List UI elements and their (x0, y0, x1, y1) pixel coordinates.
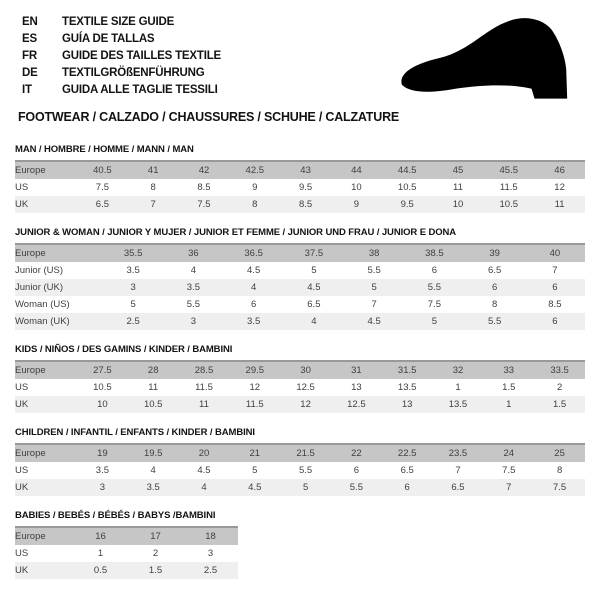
size-value: 29.5 (229, 361, 280, 379)
size-value: 13.5 (433, 396, 484, 413)
size-value: 5 (404, 313, 464, 330)
size-value: 1 (433, 379, 484, 396)
size-table-babies (15, 526, 238, 579)
size-value: 10 (433, 196, 484, 213)
table-title-children: CHILDREN / INFANTIL / ENFANTS / KINDER / BAMBINI (15, 427, 255, 438)
size-value: 11.5 (229, 396, 280, 413)
size-value: 40.5 (77, 161, 128, 179)
table-title-babies: BABIES / BEBÉS / BÉBÉS / BABYS /BAMBINI (15, 510, 216, 521)
size-value: 10 (77, 396, 128, 413)
size-value: 6.5 (382, 462, 433, 479)
table-title-man: MAN / HOMBRE / HOMME / MANN / MAN (15, 144, 194, 155)
size-value: 5 (103, 296, 163, 313)
row-label: Woman (US) (15, 296, 103, 313)
size-table-section-kids (15, 344, 585, 413)
size-value: 25 (534, 444, 585, 462)
table-row-junior-us- (15, 262, 585, 279)
size-value: 8.5 (179, 179, 230, 196)
size-value: 18 (183, 527, 238, 545)
size-value: 6.5 (465, 262, 525, 279)
row-label: Europe (15, 244, 103, 262)
size-value: 9.5 (382, 196, 433, 213)
table-row-uk (15, 196, 585, 213)
size-value: 11 (534, 196, 585, 213)
size-value: 7.5 (534, 479, 585, 496)
size-value: 37.5 (284, 244, 344, 262)
size-value: 9 (331, 196, 382, 213)
size-value: 8 (534, 462, 585, 479)
table-row-europe (15, 161, 585, 179)
size-value: 36.5 (224, 244, 284, 262)
size-value: 7.5 (404, 296, 464, 313)
size-value: 5 (344, 279, 404, 296)
size-value: 10.5 (77, 379, 128, 396)
size-value: 8 (128, 179, 179, 196)
shoe-icon (388, 12, 586, 112)
lang-code: FR (22, 50, 37, 62)
size-value: 1 (73, 545, 128, 562)
lang-code: IT (22, 84, 32, 96)
category-title: FOOTWEAR / CALZADO / CHAUSSURES / SCHUHE / CALZATURE (18, 110, 400, 124)
size-value: 42 (179, 161, 230, 179)
size-value: 6 (404, 262, 464, 279)
lang-text: GUIDE DES TAILLES TEXTILE (62, 50, 221, 62)
row-label: Europe (15, 527, 73, 545)
size-value: 40 (525, 244, 585, 262)
table-row-us (15, 179, 585, 196)
lang-code: DE (22, 67, 38, 79)
size-table-section-junior-woman (15, 227, 585, 330)
size-value: 13.5 (382, 379, 433, 396)
size-value: 6 (525, 313, 585, 330)
row-label: UK (15, 396, 77, 413)
size-table-section-children (15, 427, 585, 496)
table-title-junior-woman: JUNIOR & WOMAN / JUNIOR Y MUJER / JUNIOR ET FEMME / JUNIOR UND FRAU / JUNIOR E DONA (15, 227, 457, 238)
row-label: US (15, 379, 77, 396)
table-row-uk (15, 562, 238, 579)
size-value: 20 (179, 444, 230, 462)
size-value: 10 (331, 179, 382, 196)
size-value: 31.5 (382, 361, 433, 379)
size-value: 33 (483, 361, 534, 379)
size-value: 3.5 (163, 279, 223, 296)
size-value: 33.5 (534, 361, 585, 379)
table-row-europe (15, 527, 238, 545)
size-value: 7 (344, 296, 404, 313)
size-value: 12 (229, 379, 280, 396)
size-value: 41 (128, 161, 179, 179)
size-table-man (15, 160, 585, 213)
size-value: 5.5 (344, 262, 404, 279)
size-value: 42.5 (229, 161, 280, 179)
size-value: 4 (224, 279, 284, 296)
size-value: 10.5 (382, 179, 433, 196)
size-value: 28.5 (179, 361, 230, 379)
size-value: 6.5 (284, 296, 344, 313)
lang-text: TEXTILGRÖßENFÜHRUNG (62, 67, 205, 79)
size-value: 8.5 (280, 196, 331, 213)
size-value: 8 (465, 296, 525, 313)
size-value: 3.5 (103, 262, 163, 279)
size-value: 11 (128, 379, 179, 396)
size-value: 7.5 (77, 179, 128, 196)
size-value: 1.5 (483, 379, 534, 396)
size-value: 1.5 (128, 562, 183, 579)
size-value: 19 (77, 444, 128, 462)
size-value: 13 (331, 379, 382, 396)
size-value: 22.5 (382, 444, 433, 462)
lang-text: GUÍA DE TALLAS (62, 33, 155, 45)
size-value: 3.5 (128, 479, 179, 496)
size-value: 1.5 (534, 396, 585, 413)
size-table-section-babies (15, 510, 585, 579)
size-value: 4.5 (284, 279, 344, 296)
size-value: 21 (229, 444, 280, 462)
size-value: 36 (163, 244, 223, 262)
row-label: UK (15, 479, 77, 496)
size-value: 7.5 (179, 196, 230, 213)
size-value: 6 (331, 462, 382, 479)
size-value: 4 (163, 262, 223, 279)
size-value: 4.5 (224, 262, 284, 279)
size-value: 19.5 (128, 444, 179, 462)
size-value: 27.5 (77, 361, 128, 379)
size-value: 38 (344, 244, 404, 262)
size-value: 6.5 (433, 479, 484, 496)
size-value: 3 (103, 279, 163, 296)
size-value: 45 (433, 161, 484, 179)
size-value: 38.5 (404, 244, 464, 262)
size-value: 5 (280, 479, 331, 496)
size-value: 12 (534, 179, 585, 196)
row-label: Woman (UK) (15, 313, 103, 330)
size-value: 5.5 (404, 279, 464, 296)
size-table-section-man (15, 144, 585, 213)
size-value: 5 (284, 262, 344, 279)
size-value: 46 (534, 161, 585, 179)
size-value: 11.5 (179, 379, 230, 396)
table-row-us (15, 462, 585, 479)
size-value: 32 (433, 361, 484, 379)
size-value: 43 (280, 161, 331, 179)
size-value: 2 (128, 545, 183, 562)
table-row-woman-us- (15, 296, 585, 313)
table-title-kids: KIDS / NIÑOS / DES GAMINS / KINDER / BAMBINI (15, 344, 233, 355)
table-row-europe (15, 244, 585, 262)
table-row-uk (15, 396, 585, 413)
size-value: 8 (229, 196, 280, 213)
size-value: 10.5 (128, 396, 179, 413)
size-value: 16 (73, 527, 128, 545)
row-label: Junior (UK) (15, 279, 103, 296)
row-label: Europe (15, 444, 77, 462)
size-table-children (15, 443, 585, 496)
size-value: 4 (284, 313, 344, 330)
size-value: 5.5 (280, 462, 331, 479)
row-label: Europe (15, 161, 77, 179)
lang-text: GUIDA ALLE TAGLIE TESSILI (62, 84, 218, 96)
size-value: 3 (183, 545, 238, 562)
size-value: 3 (77, 479, 128, 496)
size-value: 9 (229, 179, 280, 196)
size-value: 44.5 (382, 161, 433, 179)
size-value: 6.5 (77, 196, 128, 213)
size-tables (0, 144, 600, 579)
size-value: 5.5 (163, 296, 223, 313)
size-value: 6 (224, 296, 284, 313)
table-row-junior-uk- (15, 279, 585, 296)
size-value: 7 (483, 479, 534, 496)
page-header (0, 0, 600, 124)
lang-code: ES (22, 33, 37, 45)
size-value: 4.5 (179, 462, 230, 479)
table-row-woman-uk- (15, 313, 585, 330)
size-value: 7 (128, 196, 179, 213)
size-value: 4 (128, 462, 179, 479)
size-value: 7 (525, 262, 585, 279)
size-value: 35.5 (103, 244, 163, 262)
size-value: 4 (179, 479, 230, 496)
size-value: 13 (382, 396, 433, 413)
size-value: 10.5 (483, 196, 534, 213)
size-value: 3 (163, 313, 223, 330)
row-label: US (15, 179, 77, 196)
row-label: UK (15, 196, 77, 213)
table-row-europe (15, 444, 585, 462)
size-value: 12 (280, 396, 331, 413)
size-value: 31 (331, 361, 382, 379)
size-value: 9.5 (280, 179, 331, 196)
size-value: 2.5 (103, 313, 163, 330)
size-value: 5.5 (331, 479, 382, 496)
size-value: 2 (534, 379, 585, 396)
size-value: 6 (525, 279, 585, 296)
size-value: 5 (229, 462, 280, 479)
size-value: 6 (382, 479, 433, 496)
size-table-junior-woman (15, 243, 585, 330)
lang-text: TEXTILE SIZE GUIDE (62, 16, 175, 28)
size-value: 5.5 (465, 313, 525, 330)
size-value: 4.5 (344, 313, 404, 330)
size-value: 22 (331, 444, 382, 462)
size-value: 24 (483, 444, 534, 462)
size-value: 17 (128, 527, 183, 545)
size-value: 28 (128, 361, 179, 379)
size-value: 12.5 (280, 379, 331, 396)
row-label: UK (15, 562, 73, 579)
table-row-uk (15, 479, 585, 496)
size-value: 1 (483, 396, 534, 413)
size-value: 45.5 (483, 161, 534, 179)
size-value: 11 (433, 179, 484, 196)
size-value: 44 (331, 161, 382, 179)
size-value: 3.5 (224, 313, 284, 330)
size-value: 4.5 (229, 479, 280, 496)
size-value: 8.5 (525, 296, 585, 313)
row-label: Europe (15, 361, 77, 379)
row-label: Junior (US) (15, 262, 103, 279)
size-value: 6 (465, 279, 525, 296)
size-value: 2.5 (183, 562, 238, 579)
lang-code: EN (22, 16, 38, 28)
size-value: 7.5 (483, 462, 534, 479)
size-value: 12.5 (331, 396, 382, 413)
size-value: 39 (465, 244, 525, 262)
size-value: 3.5 (77, 462, 128, 479)
size-value: 30 (280, 361, 331, 379)
row-label: US (15, 545, 73, 562)
table-row-us (15, 379, 585, 396)
size-value: 7 (433, 462, 484, 479)
table-row-us (15, 545, 238, 562)
size-value: 0.5 (73, 562, 128, 579)
size-value: 21.5 (280, 444, 331, 462)
size-value: 11.5 (483, 179, 534, 196)
size-value: 23.5 (433, 444, 484, 462)
row-label: US (15, 462, 77, 479)
size-table-kids (15, 360, 585, 413)
size-value: 11 (179, 396, 230, 413)
table-row-europe (15, 361, 585, 379)
